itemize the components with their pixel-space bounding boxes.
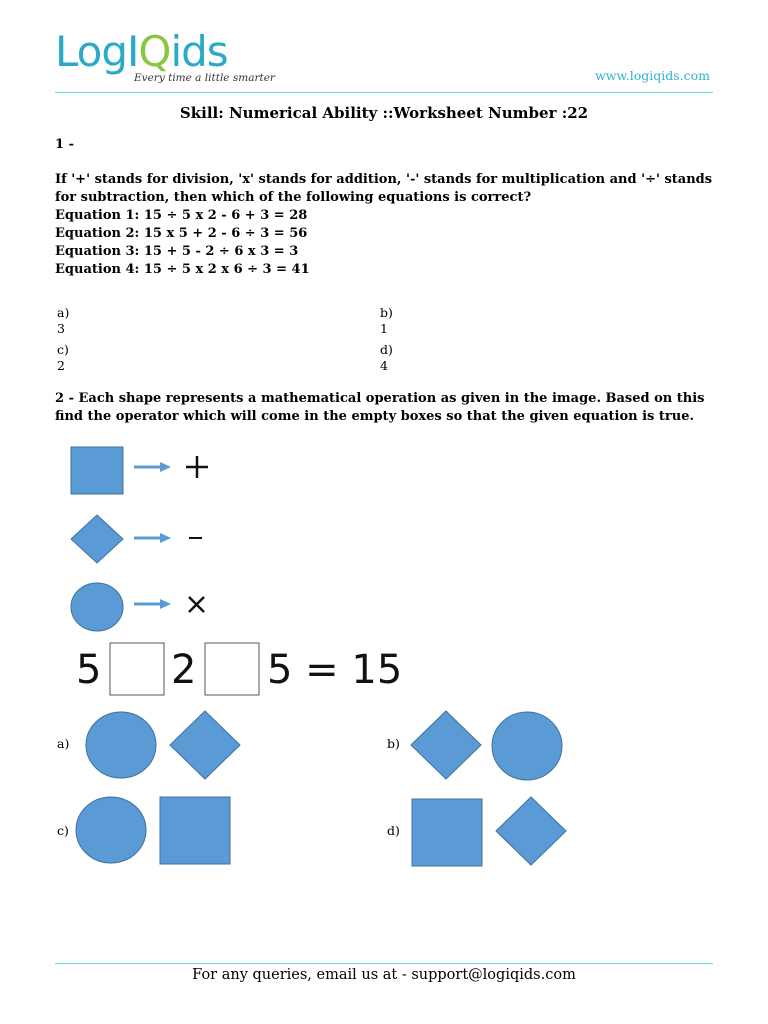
option-label: b): [380, 305, 393, 320]
empty-box-1: [110, 643, 164, 695]
option-d-diamond: [496, 797, 566, 865]
legend-circle-shape: [71, 583, 123, 631]
plus-icon: [186, 456, 208, 478]
q2-option-a[interactable]: a): [57, 736, 70, 751]
option-c-square: [160, 797, 230, 864]
arrow-right-icon: [134, 533, 171, 543]
option-label: a): [57, 305, 70, 320]
option-value: 3: [57, 320, 65, 336]
logo: LogIQids: [55, 27, 228, 76]
question-line: for subtraction, then which of the following equations is correct?: [55, 190, 532, 205]
equation-3: Equation 3: 15 + 5 - 2 ÷ 6 x 3 = 3: [55, 244, 299, 259]
option-a-diamond: [170, 711, 240, 779]
footer-divider: [55, 963, 713, 964]
worksheet-title: Skill: Numerical Ability ::Worksheet Number :22: [179, 104, 589, 122]
question-1-number: 1 -: [55, 137, 74, 152]
option-d-square: [412, 799, 482, 866]
footer-contact: For any queries, email us at - support@logiqids.com: [192, 967, 576, 983]
option-value: 2: [57, 357, 65, 373]
option-b-circle: [492, 712, 562, 780]
equation-number-2: 2: [171, 647, 197, 693]
equation-4: Equation 4: 15 ÷ 5 x 2 x 6 ÷ 3 = 41: [55, 262, 310, 277]
site-url-link[interactable]: www.logiqids.com: [595, 68, 710, 83]
option-value: 4: [380, 357, 388, 373]
option-a-circle: [86, 712, 156, 778]
question-line: If '+' stands for division, 'x' stands for addition, '-' stands for multiplication and '÷' stands: [55, 172, 713, 187]
q2-option-c[interactable]: c): [57, 823, 69, 838]
option-c-circle: [76, 797, 146, 863]
option-b-diamond: [411, 711, 481, 779]
option-value: 1: [380, 320, 388, 336]
option-label: c): [57, 342, 69, 357]
arrow-right-icon: [134, 462, 171, 472]
multiply-icon: [189, 597, 204, 612]
q2-option-b[interactable]: b): [387, 736, 400, 751]
arrow-right-icon: [134, 599, 171, 609]
logo-tagline: Every time a little smarter: [134, 72, 275, 84]
equation-2: Equation 2: 15 x 5 + 2 - 6 ÷ 3 = 56: [55, 226, 308, 241]
empty-box-2: [205, 643, 259, 695]
q2-option-d[interactable]: d): [387, 823, 400, 838]
option-label: d): [380, 342, 393, 357]
equation-result: 5 = 15: [267, 647, 403, 693]
legend-square-shape: [71, 447, 123, 494]
legend-diamond-shape: [71, 515, 123, 563]
question-line: 2 - Each shape represents a mathematical operation as given in the image. Based on this: [55, 391, 705, 406]
equation-1: Equation 1: 15 ÷ 5 x 2 - 6 + 3 = 28: [55, 208, 308, 223]
equation-number-1: 5: [76, 647, 102, 693]
question-line: find the operator which will come in the empty boxes so that the given equation is true.: [55, 409, 694, 424]
